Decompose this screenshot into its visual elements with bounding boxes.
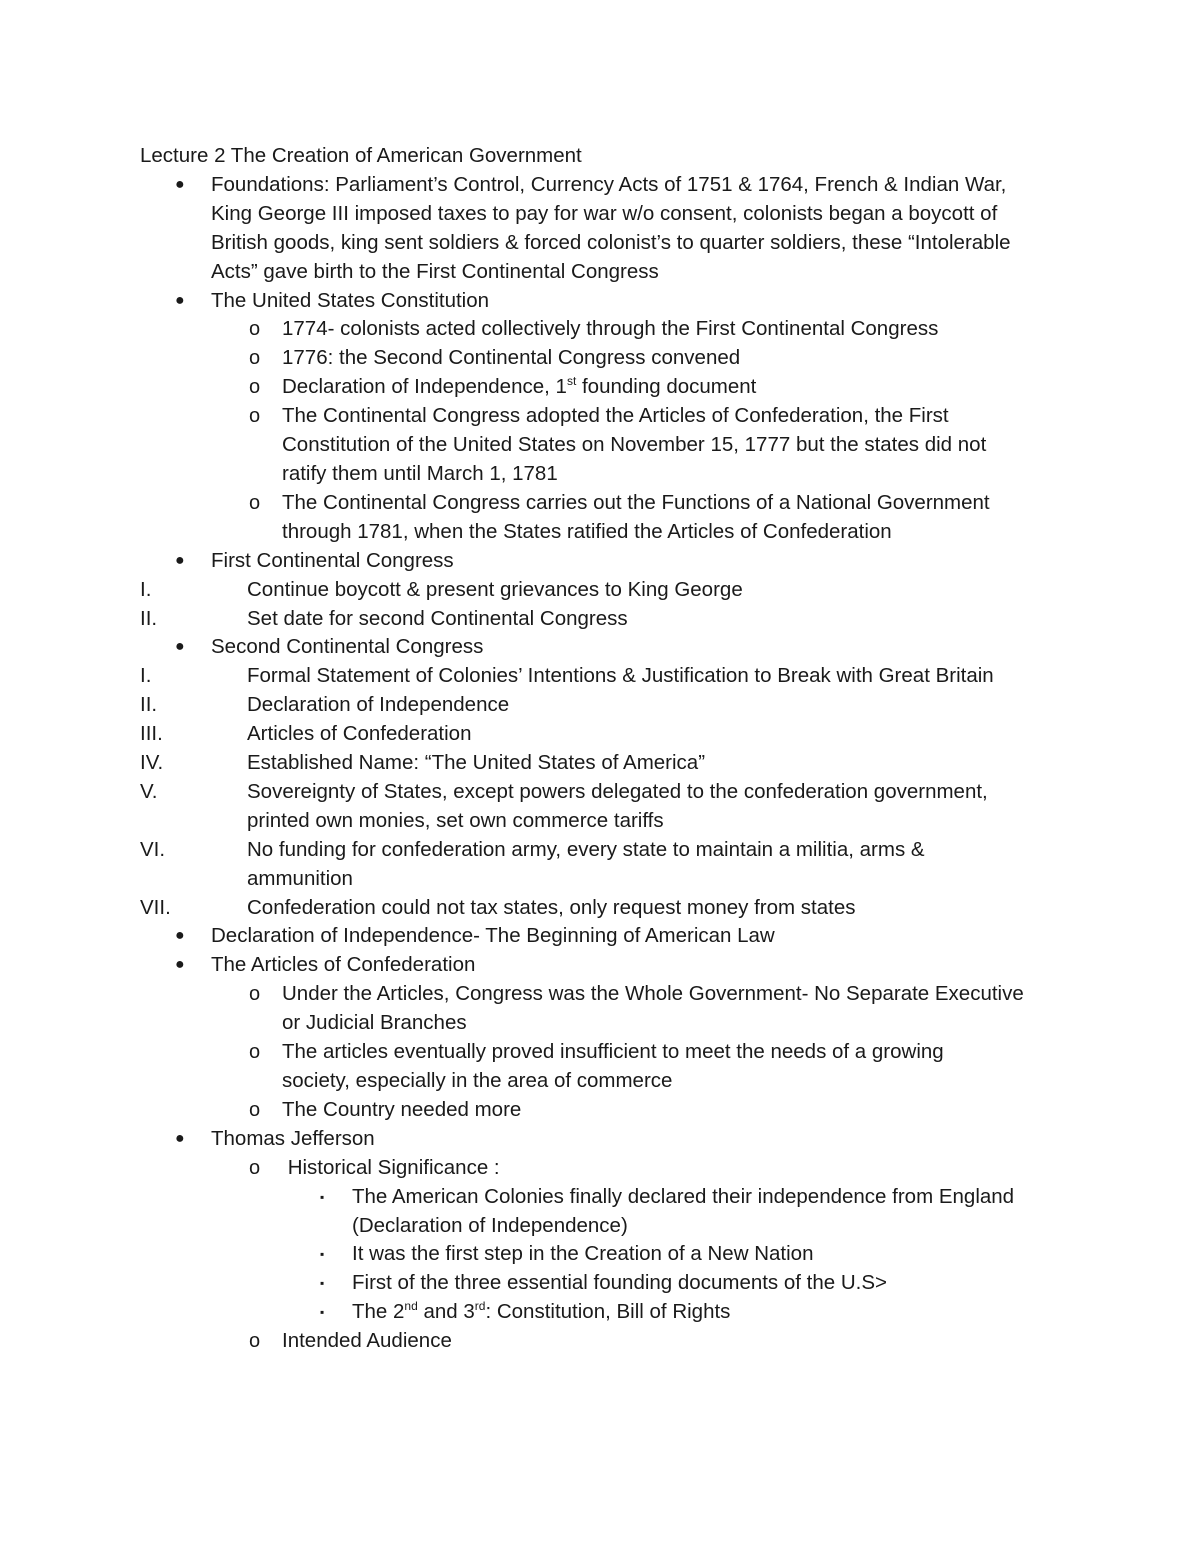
text-line: No funding for confederation army, every state to maintain a militia, arms & [247,837,925,861]
text-line: Acts” gave birth to the First Continental Congress [211,259,659,283]
text-line: The American Colonies finally declared their independence from England [352,1184,1015,1208]
text-line: through 1781, when the States ratified the Articles of Confederation [282,519,892,543]
roman-numeral: IV. [140,751,164,775]
text-segment: : Constitution, Bill of Rights [485,1300,731,1324]
list-item-articles [140,951,1070,980]
bullet-icon: ● [175,1129,185,1147]
roman-numeral: V. [140,779,158,803]
sub-list-item [140,1096,1070,1125]
text-line: (Declaration of Independence) [352,1213,628,1237]
circle-bullet-icon: o [249,405,261,428]
sub-sub-list-item [140,1269,1070,1298]
text-line: The Continental Congress adopted the Articles of Confederation, the First [282,404,949,428]
sub-list-item [140,315,1070,344]
text-line: Formal Statement of Colonies’ Intentions & Justification to Break with Great Britain [247,664,994,688]
numbered-item [140,749,1070,778]
page-title: Lecture 2 The Creation of American Government [140,144,582,167]
roman-numeral: I. [140,577,152,601]
numbered-item [140,691,1070,720]
text-line: British goods, king sent soldiers & forced colonist’s to quarter soldiers, these “Intolerable [211,230,1011,254]
numbered-item [140,778,1070,807]
text-line: ammunition [247,866,353,890]
text-line: Declaration of Independence [247,693,510,717]
roman-numeral: II. [140,693,158,717]
list-item-foundations [140,171,1070,200]
circle-bullet-icon: o [249,1041,261,1064]
bullet-icon: ● [175,291,185,309]
bullet-icon: ● [175,638,185,656]
roman-numeral: II. [140,606,158,630]
circle-bullet-icon: o [249,491,261,514]
text-line: society, especially in the area of commerce [282,1069,673,1092]
square-bullet-icon: ▪ [320,1189,325,1204]
text-line: Sovereignty of States, except powers delegated to the confederation government, [247,779,988,803]
numbered-item [140,894,1070,923]
roman-numeral: III. [140,722,163,746]
sub-list-item [140,1154,1070,1183]
text-segment: founding document [576,375,757,399]
lecture-notes [140,142,1070,1356]
text-line: The Country needed more [282,1097,522,1121]
text-line: Under the Articles, Congress was the Whole Government- No Separate Executive [282,982,1024,1006]
numbered-item [140,836,1070,865]
text-line: 1776: the Second Continental Congress convened [282,346,741,370]
text-line: Historical Significance : [282,1155,500,1179]
sub-list-item [140,344,1070,373]
numbered-item [140,662,1070,691]
text-line: Continue boycott & present grievances to King George [247,577,743,601]
section-heading: Thomas Jefferson [211,1126,375,1150]
numbered-item [140,576,1070,605]
section-heading: The United States Constitution [211,288,490,312]
bullet-icon: ● [175,175,185,193]
text-line: Set date for second Continental Congress [247,606,628,630]
roman-numeral: VI. [140,837,166,861]
roman-numeral: VII. [140,895,171,919]
sub-sub-list-item [140,1240,1070,1269]
sub-list-item [140,1038,1070,1067]
superscript: st [566,374,577,389]
section-heading: Declaration of Independence- The Beginning of American Law [211,924,775,948]
text-line: King George III imposed taxes to pay for war w/o consent, colonists began a boycott of [211,201,998,225]
circle-bullet-icon: o [249,983,261,1006]
text-line: Established Name: “The United States of America” [247,751,706,775]
circle-bullet-icon: o [249,1098,261,1121]
circle-bullet-icon: o [249,1156,261,1179]
text-line: Foundations: Parliament’s Control, Currency Acts of 1751 & 1764, French & Indian War, [211,172,1007,196]
section-heading: Second Continental Congress [211,635,484,659]
circle-bullet-icon: o [249,1330,261,1353]
sub-list-item [140,373,1070,402]
list-item-jefferson [140,1125,1070,1154]
square-bullet-icon: ▪ [320,1247,325,1262]
text-line: The articles eventually proved insufficient to meet the needs of a growing [282,1040,944,1064]
text-segment: Declaration of Independence, 1 [282,375,567,399]
text-line: It was the first step in the Creation of a New Nation [352,1242,814,1266]
section-heading: First Continental Congress [211,548,454,572]
circle-bullet-icon: o [249,347,261,370]
text-line: First of the three essential founding documents of the U.S> [352,1271,888,1295]
text-line: Articles of Confederation [247,722,472,746]
sub-list-item [140,1327,1070,1356]
sub-list-item [140,489,1070,518]
text-segment: and 3 [417,1300,475,1324]
numbered-item [140,720,1070,749]
list-item-first-congress [140,547,1070,576]
sub-list-item [140,402,1070,431]
list-item-second-congress [140,633,1070,662]
text-line: ratify them until March 1, 1781 [282,461,558,485]
square-bullet-icon: ▪ [320,1276,325,1291]
sub-list-item [140,980,1070,1009]
list-item-constitution [140,287,1070,316]
text-line: or Judicial Branches [282,1011,467,1035]
text-line: 1774- colonists acted collectively through the First Continental Congress [282,317,939,341]
numbered-item [140,605,1070,634]
text-line: The Continental Congress carries out the Functions of a National Government [282,490,990,514]
superscript: rd [474,1299,486,1314]
square-bullet-icon: ▪ [320,1305,325,1320]
text-line: Constitution of the United States on November 15, 1777 but the states did not [282,433,987,457]
section-heading: The Articles of Confederation [211,953,476,977]
roman-numeral: I. [140,664,152,688]
superscript: nd [404,1299,418,1314]
list-item-declaration [140,922,1070,951]
text-line: Intended Audience [282,1329,452,1353]
bullet-icon: ● [175,927,185,945]
bullet-icon: ● [175,551,185,569]
sub-sub-list-item [140,1183,1070,1212]
text-line: printed own monies, set own commerce tariffs [247,808,664,832]
text-segment: The 2 [352,1300,405,1324]
sub-sub-list-item [140,1298,1070,1327]
text-line: Confederation could not tax states, only request money from states [247,895,856,919]
bullet-icon: ● [175,956,185,974]
circle-bullet-icon: o [249,376,261,399]
circle-bullet-icon: o [249,318,261,341]
